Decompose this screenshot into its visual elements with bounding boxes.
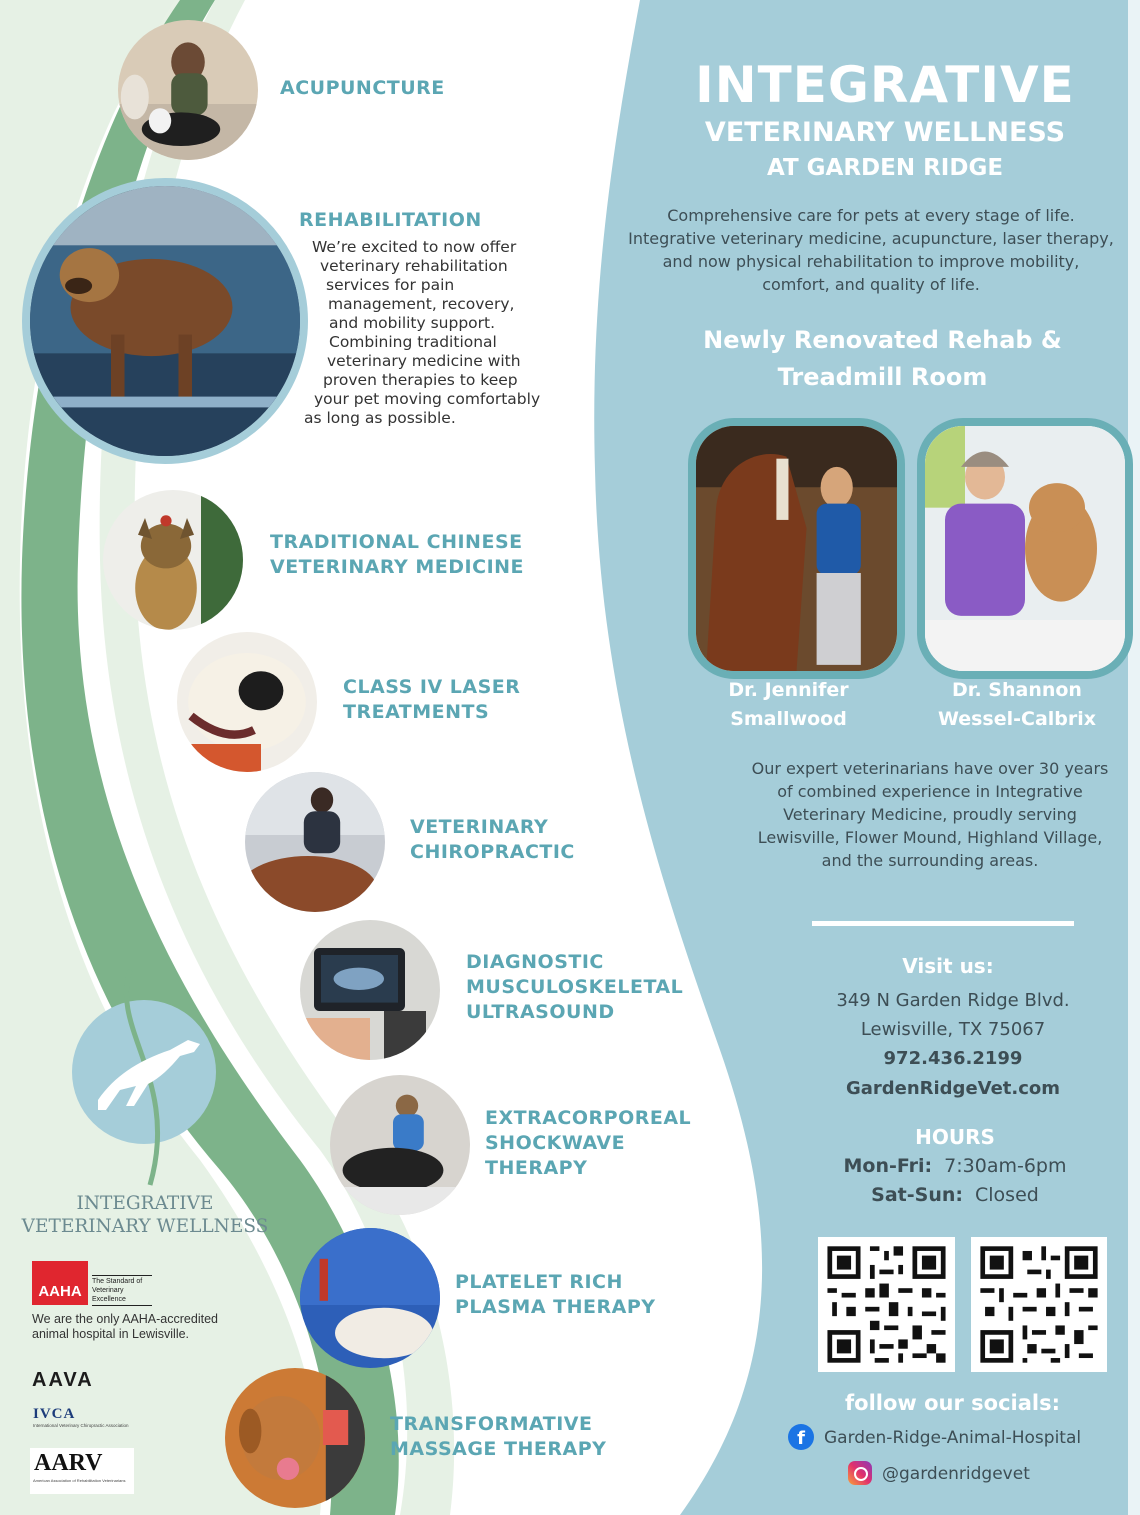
service-title-prp: PLATELET RICH PLASMA THERAPY xyxy=(455,1271,656,1318)
instagram-link[interactable]: @gardenridgevet xyxy=(882,1464,1030,1484)
doctor-2-line1: Dr. Shannon xyxy=(952,679,1082,701)
ivca-subtitle: International Veterinary Chiropractic Association xyxy=(33,1423,129,1428)
experience-text: Our expert veterinarians have over 30 years of combined experience in Integrative Veterinary Medicine, proudly serving Lewisville, Flower Mound, Highland Village, and the surrounding areas. xyxy=(751,759,1109,870)
qr-code-left[interactable] xyxy=(818,1237,955,1372)
doctor-photo-smallwood xyxy=(688,418,905,679)
service-title-chiropractic: VETERINARY CHIROPRACTIC xyxy=(410,816,575,863)
aava-logo: AAVA xyxy=(32,1369,94,1391)
ivca-mark: IVCA xyxy=(33,1406,76,1422)
weekday-label: Mon-Fri: xyxy=(843,1155,933,1177)
instagram-row[interactable] xyxy=(848,1460,1108,1490)
rehab-line: Combining traditional xyxy=(329,333,497,351)
left-logo-text xyxy=(20,1192,270,1238)
visit-address-line2: Lewisville, TX 75067 xyxy=(860,1019,1046,1040)
weekend-value: Closed xyxy=(975,1184,1039,1206)
acupuncture-photo xyxy=(118,20,258,160)
chiropractic-photo xyxy=(245,772,385,912)
header-title: INTEGRATIVE xyxy=(695,56,1075,114)
weekday-value: 7:30am-6pm xyxy=(944,1155,1067,1177)
left-logo-line1: INTEGRATIVE xyxy=(76,1193,214,1214)
aarv-logo xyxy=(30,1448,134,1494)
divider-line xyxy=(812,921,1074,926)
facebook-row[interactable] xyxy=(788,1424,1108,1454)
instagram-icon xyxy=(848,1461,872,1485)
qr-code-icon xyxy=(818,1237,955,1372)
qr-code-right[interactable] xyxy=(971,1237,1107,1372)
service-title-tcvm: TRADITIONAL CHINESE VETERINARY MEDICINE xyxy=(270,531,525,578)
ivca-logo xyxy=(33,1405,148,1433)
rehab-line: services for pain xyxy=(326,276,455,294)
aaha-tagline: The Standard of Veterinary Excellence xyxy=(92,1275,152,1306)
aaha-note: We are the only AAHA-accredited animal hospital in Lewisville. xyxy=(32,1312,218,1341)
service-title-rehabilitation: REHABILITATION xyxy=(299,209,482,231)
hours-heading: HOURS xyxy=(915,1125,995,1149)
aarv-subtitle: American Association of Rehabilitation Veterinarians xyxy=(33,1478,126,1483)
rehab-line: veterinary medicine with xyxy=(327,352,521,370)
massage-photo xyxy=(225,1368,365,1508)
visit-heading: Visit us: xyxy=(902,954,994,978)
laser-photo xyxy=(177,632,317,772)
prp-photo xyxy=(300,1228,440,1368)
rehabilitation-description xyxy=(300,238,550,428)
phone-link[interactable]: 972.436.2199 xyxy=(883,1048,1023,1069)
rehab-line: your pet moving comfortably xyxy=(314,390,541,408)
service-title-ultrasound: DIAGNOSTIC MUSCULOSKELETAL ULTRASOUND xyxy=(466,951,684,1023)
socials-heading: follow our socials: xyxy=(845,1391,1060,1415)
leaping-dog-icon xyxy=(70,960,220,1190)
facebook-link[interactable]: Garden-Ridge-Animal-Hospital xyxy=(824,1428,1082,1448)
rehab-line: proven therapies to keep xyxy=(323,371,518,389)
hours-weekday xyxy=(790,1152,1120,1180)
service-title-shockwave: EXTRACORPOREAL SHOCKWAVE THERAPY xyxy=(485,1107,692,1179)
doctor-photo-wessel-calbrix xyxy=(917,418,1133,679)
aaha-logo xyxy=(32,1261,150,1305)
doctor-name-smallwood xyxy=(688,676,889,734)
hours-weekend xyxy=(790,1181,1120,1209)
rehab-line: as long as possible. xyxy=(304,409,456,427)
rehab-line: veterinary rehabilitation xyxy=(320,257,508,275)
qr-code-icon xyxy=(971,1237,1107,1372)
service-title-acupuncture: ACUPUNCTURE xyxy=(280,77,445,99)
visit-address-line1: 349 N Garden Ridge Blvd. xyxy=(836,990,1070,1011)
aarv-mark: AARV xyxy=(34,1450,103,1476)
header-subtitle: VETERINARY WELLNESS xyxy=(704,117,1066,148)
intro-text: Comprehensive care for pets at every stage of life. Integrative veterinary medicine, acupuncture, laser therapy, and now physical rehabilitation to improve mobility, comfort, and quality of life. xyxy=(628,206,1114,294)
rehab-line: and mobility support. xyxy=(329,314,496,332)
integrative-wellness-logo xyxy=(70,960,220,1190)
doctor-1-line1: Dr. Jennifer xyxy=(728,679,849,701)
doctor-name-wessel-calbrix xyxy=(907,676,1127,734)
tcvm-photo xyxy=(103,490,243,630)
rehab-line: We’re excited to now offer xyxy=(312,238,517,256)
facebook-icon: f xyxy=(788,1424,814,1450)
header-location: AT GARDEN RIDGE xyxy=(766,155,1004,181)
weekend-label: Sat-Sun: xyxy=(871,1184,963,1206)
aaha-mark: AAHA xyxy=(32,1261,88,1305)
rehab-room-heading: Newly Renovated Rehab & Treadmill Room xyxy=(703,326,1062,391)
shockwave-photo xyxy=(330,1075,470,1215)
doctor-2-line2: Wessel-Calbrix xyxy=(937,708,1097,730)
rehabilitation-photo xyxy=(22,178,308,464)
rehab-line: management, recovery, xyxy=(328,295,515,313)
service-title-laser: CLASS IV LASER TREATMENTS xyxy=(343,676,521,723)
service-title-massage: TRANSFORMATIVE MASSAGE THERAPY xyxy=(390,1413,607,1460)
left-logo-line2: VETERINARY WELLNESS xyxy=(21,1216,269,1237)
website-link[interactable]: GardenRidgeVet.com xyxy=(845,1078,1061,1099)
ultrasound-photo xyxy=(300,920,440,1060)
doctor-1-line2: Smallwood xyxy=(730,708,847,730)
